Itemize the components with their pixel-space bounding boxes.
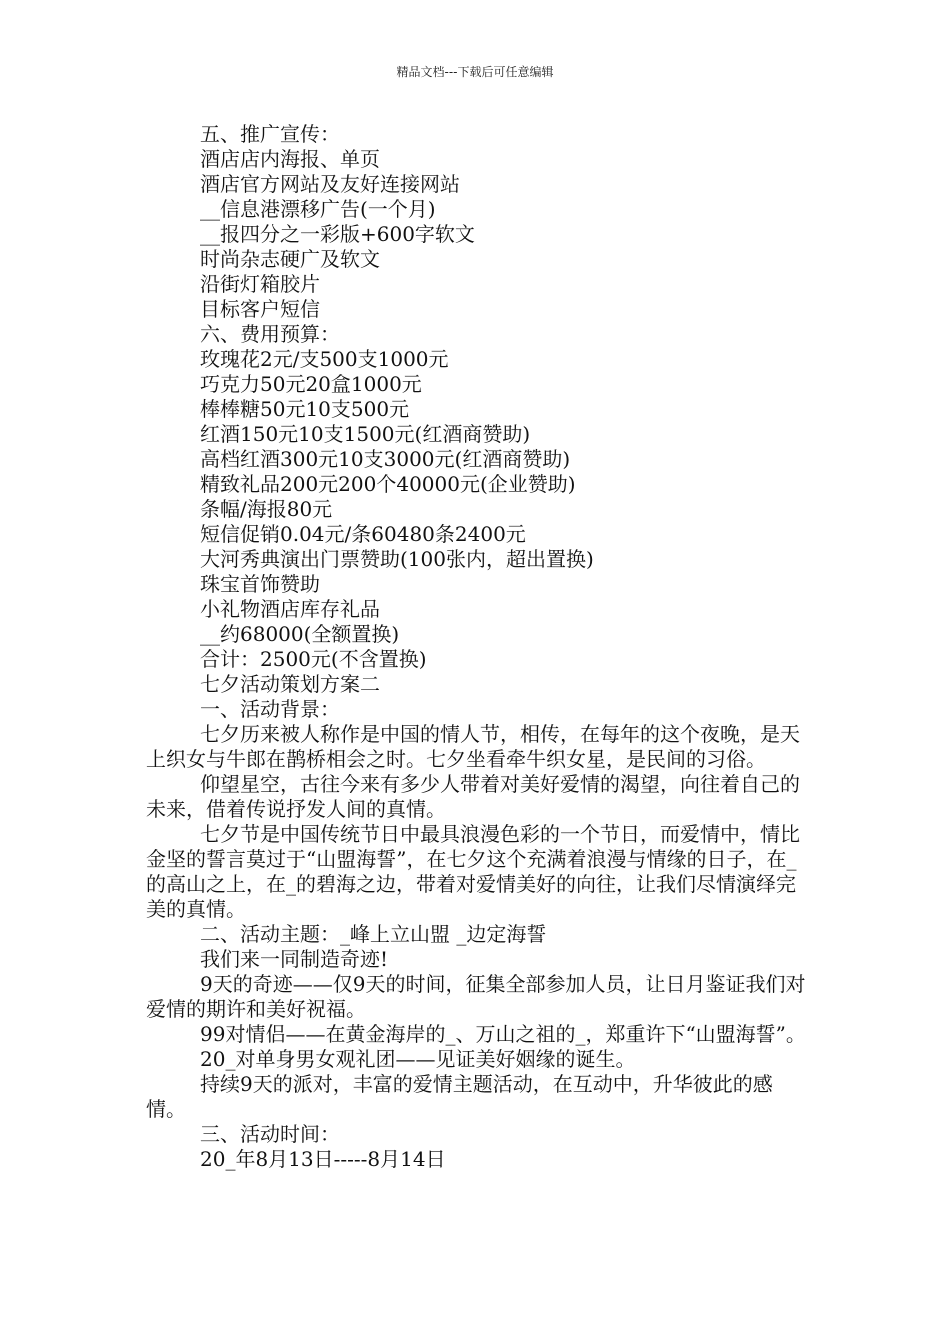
budget-item: 条幅/海报80元 — [200, 497, 333, 521]
list-item: 酒店官方网站及友好连接网站 — [200, 172, 460, 196]
section-heading-promotion: 五、推广宣传： — [200, 122, 340, 146]
budget-item: 红酒150元10支1500元(红酒商赞助) — [200, 422, 531, 446]
section-heading-background: 一、活动背景： — [200, 697, 340, 721]
budget-item: __约68000(全额置换) — [200, 622, 400, 646]
background-paragraph: 七夕节是中国传统节日中最具浪漫色彩的一个节日，而爱情中，情比金坚的誓言莫过于“山盟海誓”，在七夕这个充满着浪漫与情缘的日子，在_的高山之上，在_的碧海之边，带着对爱情美好的向往，让我们尽情演绎完美的真情。 — [146, 822, 800, 921]
budget-item: 大河秀典演出门票赞助(100张内，超出置换) — [200, 547, 594, 571]
budget-item: 小礼物酒店库存礼品 — [200, 597, 380, 621]
budget-item: 珠宝首饰赞助 — [200, 572, 320, 596]
background-paragraph: 七夕历来被人称作是中国的情人节，相传，在每年的这个夜晚，是天上织女与牛郎在鹊桥相会之时。七夕坐看牵牛织女星，是民间的习俗。 — [146, 722, 800, 771]
theme-paragraph: 我们来一同制造奇迹! — [200, 947, 389, 971]
budget-item: 棒棒糖50元10支500元 — [200, 397, 410, 421]
list-item: 沿街灯箱胶片 — [200, 272, 320, 296]
section-heading-budget: 六、费用预算： — [200, 322, 340, 346]
background-paragraph: 仰望星空，古往今来有多少人带着对美好爱情的渴望，向往着自己的未来，借着传说抒发人间的真情。 — [146, 772, 800, 821]
list-item: __报四分之一彩版+600字软文 — [200, 222, 475, 246]
budget-item: 短信促销0.04元/条60480条2400元 — [200, 522, 526, 546]
document-body — [146, 122, 812, 1172]
theme-paragraph: 持续9天的派对，丰富的爱情主题活动，在互动中，升华彼此的感情。 — [146, 1072, 773, 1121]
section-heading-theme: 二、活动主题：_峰上立山盟 _边定海誓 — [200, 922, 547, 946]
budget-item: 高档红酒300元10支3000元(红酒商赞助) — [200, 447, 571, 471]
theme-paragraph: 99对情侣——在黄金海岸的_、万山之祖的_，郑重许下“山盟海誓”。 — [200, 1022, 806, 1046]
page-header: 精品文档---下载后可任意编辑 — [396, 65, 554, 79]
theme-paragraph: 20_对单身男女观礼团——见证美好姻缘的诞生。 — [200, 1047, 636, 1071]
list-item: 目标客户短信 — [200, 297, 320, 321]
list-item: 酒店店内海报、单页 — [200, 147, 380, 171]
budget-item: 精致礼品200元200个40000元(企业赞助) — [200, 472, 576, 496]
theme-paragraph: 9天的奇迹——仅9天的时间，征集全部参加人员，让日月鉴证我们对爱情的期许和美好祝福。 — [146, 972, 806, 1021]
budget-item: 玫瑰花2元/支500支1000元 — [200, 347, 449, 371]
budget-total: 合计：2500元(不含置换) — [200, 647, 427, 671]
list-item: __信息港漂移广告(一个月) — [200, 197, 436, 221]
plan-two-title: 七夕活动策划方案二 — [200, 672, 380, 696]
budget-item: 巧克力50元20盒1000元 — [200, 372, 422, 396]
activity-time-value: 20_年8月13日-----8月14日 — [200, 1147, 446, 1171]
section-heading-time: 三、活动时间： — [200, 1122, 340, 1146]
list-item: 时尚杂志硬广及软文 — [200, 247, 380, 271]
